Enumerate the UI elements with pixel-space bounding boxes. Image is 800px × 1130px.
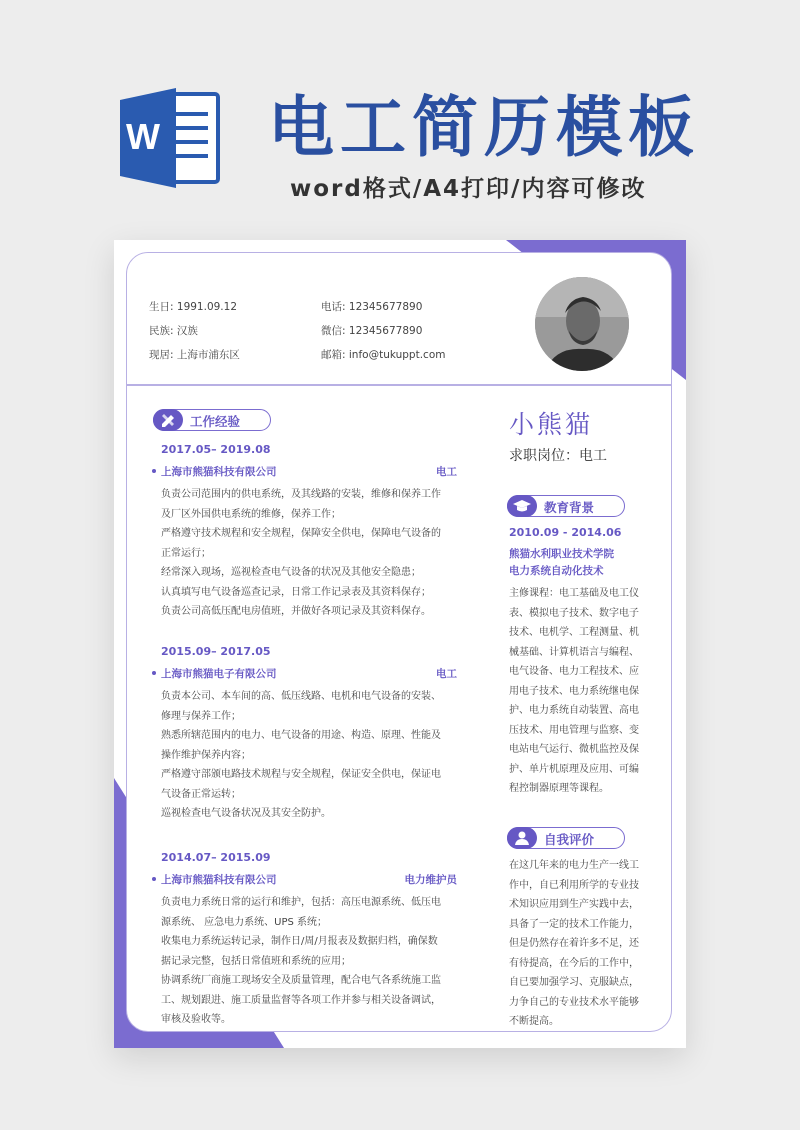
banner-title: 电工简历模板 — [268, 89, 700, 166]
email-value: info@tukuppt.com — [348, 349, 446, 361]
education-school: 熊猫水利职业技术学院 — [509, 548, 614, 560]
residence-value: 上海市浦东区 — [176, 349, 240, 361]
avatar-portrait-icon — [535, 277, 629, 371]
eval-line: 术知识应用到生产实践中去， — [509, 899, 639, 910]
resume-page — [114, 240, 686, 1048]
desc-line: 正常运行； — [161, 547, 211, 559]
pencil-ruler-icon — [153, 409, 183, 431]
desc-line: 源系统、 应急电力系统、UPS 系统； — [161, 916, 328, 928]
course-line: 压技术、用电管理与监察、变 — [509, 724, 639, 736]
education-date: 2010.09 - 2014.06 — [509, 526, 622, 539]
education-courses — [509, 584, 639, 799]
experience-2-description — [161, 687, 441, 824]
avatar — [535, 277, 629, 371]
birth-value: 1991.09.12 — [176, 301, 238, 313]
experience-2-role: 电工 — [436, 668, 457, 680]
desc-line: 负责本公司、本车间的高、低压线路、电机和电气设备的安装、 — [161, 691, 441, 702]
desc-line: 及厂区外国供电系统的维修，保养工作； — [161, 508, 341, 520]
info-email: 邮箱: info@tukuppt.com — [321, 349, 446, 361]
self-eval-section-title: 自我评价 — [507, 827, 625, 849]
desc-line: 经常深入现场，巡视检查电气设备的状况及其他安全隐患； — [161, 567, 421, 578]
desc-line: 收集电力系统运转记录，制作日/周/月报表及数据归档，确保数 — [161, 936, 438, 947]
course-line: 护、单片机原理及应用、可编 — [509, 763, 639, 775]
info-phone: 电话: 12345677890 — [321, 301, 423, 313]
info-ethnic: 民族: 汉族 — [149, 325, 198, 337]
course-line: 程控制器原理等课程。 — [509, 783, 609, 794]
info-birth: 生日: 1991.09.12 — [149, 301, 238, 313]
job-target: 求职岗位：电工 — [509, 448, 607, 464]
course-line: 表、模拟电子技术、数字电子 — [509, 607, 639, 619]
course-line: 械基础、计算机语言与编程、 — [509, 646, 639, 658]
desc-line: 协调系统厂商施工现场安全及质量管理，配合电气各系统施工监 — [161, 975, 441, 986]
experience-3-date: 2014.07– 2015.09 — [161, 851, 271, 864]
eval-line: 在这几年来的电力生产一线工 — [509, 860, 639, 871]
desc-line: 熟悉所辖范围内的电力、电气设备的用途、构造、原理、性能及 — [161, 730, 441, 741]
desc-line: 审核及验收等。 — [161, 1014, 231, 1025]
course-line: 护、电力系统自动装置、高电 — [509, 705, 639, 716]
desc-line: 修理与保养工作； — [161, 710, 241, 722]
experience-3-description — [161, 893, 441, 1030]
desc-line: 操作维护保养内容； — [161, 749, 251, 761]
wechat-value: 12345677890 — [348, 325, 423, 337]
eval-line: 但是仍然存在着许多不足，还 — [509, 938, 639, 949]
desc-line: 巡视检查电气设备状况及其安全防护。 — [161, 808, 331, 819]
desc-line: 负责公司高低压配电房值班，并做好各项记录及其资料保存。 — [161, 606, 431, 617]
experience-1-description — [161, 485, 441, 622]
eval-line: 不断提高。 — [509, 1016, 559, 1027]
course-line: 技术、电机学、工程测量、机 — [509, 627, 639, 638]
experience-1-role: 电工 — [436, 466, 457, 478]
experience-2-company: 上海市熊猫电子有限公司 — [161, 668, 277, 680]
desc-line: 气设备正常运转； — [161, 788, 241, 800]
eval-line: 力争自己的专业技术水平能够 — [509, 996, 639, 1008]
eval-line: 作中，自已利用所学的专业技 — [509, 879, 639, 891]
experience-3-company: 上海市熊猫科技有限公司 — [161, 874, 277, 886]
desc-line: 负责电力系统日常的运行和维护，包括：高压电源系统、低压电 — [161, 897, 441, 908]
desc-line: 工、规划跟进、施工质量监督等各项工作并参与相关设备调试， — [161, 994, 441, 1006]
desc-line: 严格遵守部颁电路技术规程与安全规程，保证安全供电，保证电 — [161, 769, 441, 780]
header-divider — [127, 384, 671, 386]
course-line: 电站电气运行、微机监控及保 — [509, 744, 639, 755]
eval-line: 自已要加强学习、克服缺点， — [509, 977, 639, 988]
candidate-name: 小熊猫 — [509, 410, 594, 439]
experience-2-date: 2015.09– 2017.05 — [161, 645, 271, 658]
experience-section-title: 工作经验 — [153, 409, 271, 431]
course-line: 用电子技术、电力系统继电保 — [509, 685, 639, 697]
eval-line: 具备了一定的技术工作能力， — [509, 918, 639, 930]
info-wechat: 微信: 12345677890 — [321, 325, 423, 337]
ethnic-value: 汉族 — [176, 325, 198, 337]
eval-line: 有待提高，在今后的工作中， — [509, 957, 639, 969]
desc-line: 认真填写电气设备巡查记录，日常工作记录表及其资料保存； — [161, 586, 431, 598]
experience-1-company: 上海市熊猫科技有限公司 — [161, 466, 277, 478]
self-eval-text — [509, 856, 639, 1032]
desc-line: 据记录完整，包括日常值班和系统的应用； — [161, 955, 351, 967]
experience-3-role: 电力维护员 — [404, 874, 457, 886]
course-line: 电气设备、电力工程技术、应 — [509, 666, 639, 677]
desc-line: 负责公司范围内的供电系统，及其线路的安装，维修和保养工作 — [161, 489, 441, 500]
word-icon-letter: W — [126, 116, 160, 157]
experience-1-date: 2017.05– 2019.08 — [161, 443, 271, 456]
resume-card — [126, 252, 672, 1032]
banner-subtitle: word格式/A4打印/内容可修改 — [290, 176, 647, 202]
course-line: 主修课程：电工基础及电工仪 — [509, 588, 639, 599]
user-icon — [507, 827, 537, 849]
graduation-cap-icon — [507, 495, 537, 517]
phone-value: 12345677890 — [348, 301, 423, 313]
education-section-title: 教育背景 — [507, 495, 625, 517]
desc-line: 严格遵守技术规程和安全规程，保障安全供电，保障电气设备的 — [161, 528, 441, 539]
info-residence: 现居: 上海市浦东区 — [149, 349, 240, 361]
education-major: 电力系统自动化技术 — [509, 565, 604, 577]
